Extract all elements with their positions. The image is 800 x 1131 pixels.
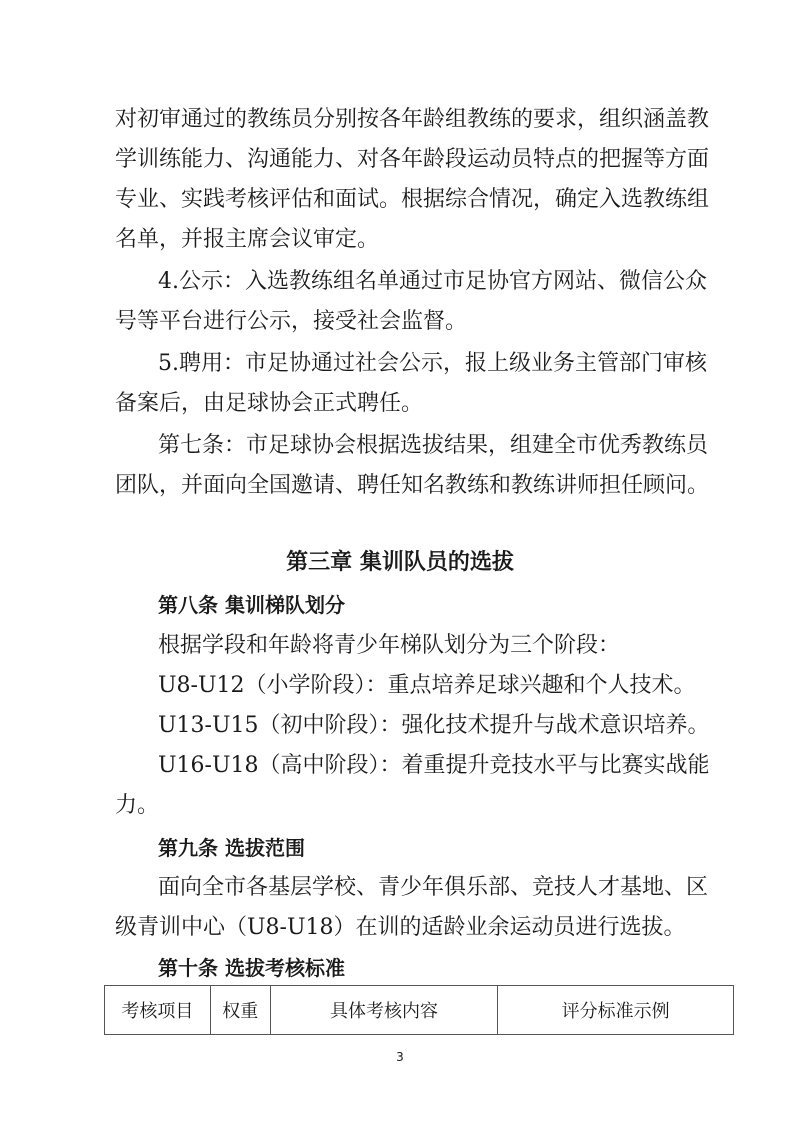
body-line: 级青训中心（U8-U18）在训的适龄业余运动员进行选拔。 bbox=[115, 915, 686, 940]
article-heading: 第九条 选拔范围 bbox=[158, 836, 305, 860]
table-header-cell: 权重 bbox=[210, 986, 270, 1035]
body-line: 面向全市各基层学校、青少年俱乐部、竞技人才基地、区 bbox=[158, 875, 709, 900]
body-line: 5.聘用：市足协通过社会公示，报上级业务主管部门审核 bbox=[158, 351, 707, 376]
assessment-table bbox=[104, 985, 734, 1035]
article-heading: 第十条 选拔考核标准 bbox=[158, 956, 345, 980]
article-heading: 第八条 集训梯队划分 bbox=[158, 593, 345, 617]
body-line: U16-U18（高中阶段）：着重提升竞技水平与比赛实战能 bbox=[158, 753, 710, 778]
body-line: 备案后，由足球协会正式聘任。 bbox=[115, 391, 424, 416]
table-header-cell: 具体考核内容 bbox=[270, 986, 498, 1035]
body-line: U13-U15（初中阶段）：强化技术提升与战术意识培养。 bbox=[158, 713, 710, 738]
body-line: 号等平台进行公示，接受社会监督。 bbox=[115, 309, 468, 334]
table-header-cell: 评分标准示例 bbox=[498, 986, 734, 1035]
body-line: U8-U12（小学阶段）：重点培养足球兴趣和个人技术。 bbox=[158, 673, 696, 698]
body-line: 力。 bbox=[115, 793, 160, 818]
body-line: 学训练能力、沟通能力、对各年龄段运动员特点的把握等方面 bbox=[115, 147, 710, 172]
body-line: 专业、实践考核评估和面试。根据综合情况，确定入选教练组 bbox=[115, 187, 710, 212]
page-number: 3 bbox=[396, 1050, 404, 1064]
body-line: 对初审通过的教练员分别按各年龄组教练的要求，组织涵盖教 bbox=[115, 107, 710, 132]
body-line: 4.公示：入选教练组名单通过市足协官方网站、微信公众 bbox=[158, 269, 707, 294]
chapter-title: 第三章 集训队员的选拔 bbox=[286, 550, 514, 575]
table-header-row bbox=[105, 986, 734, 1035]
body-line: 第七条：市足球协会根据选拔结果，组建全市优秀教练员 bbox=[158, 433, 709, 458]
table-header-cell: 考核项目 bbox=[105, 986, 211, 1035]
body-line: 根据学段和年龄将青少年梯队划分为三个阶段： bbox=[158, 633, 621, 658]
body-line: 名单，并报主席会议审定。 bbox=[115, 227, 380, 252]
body-line: 团队，并面向全国邀请、聘任知名教练和教练讲师担任顾问。 bbox=[115, 473, 710, 498]
